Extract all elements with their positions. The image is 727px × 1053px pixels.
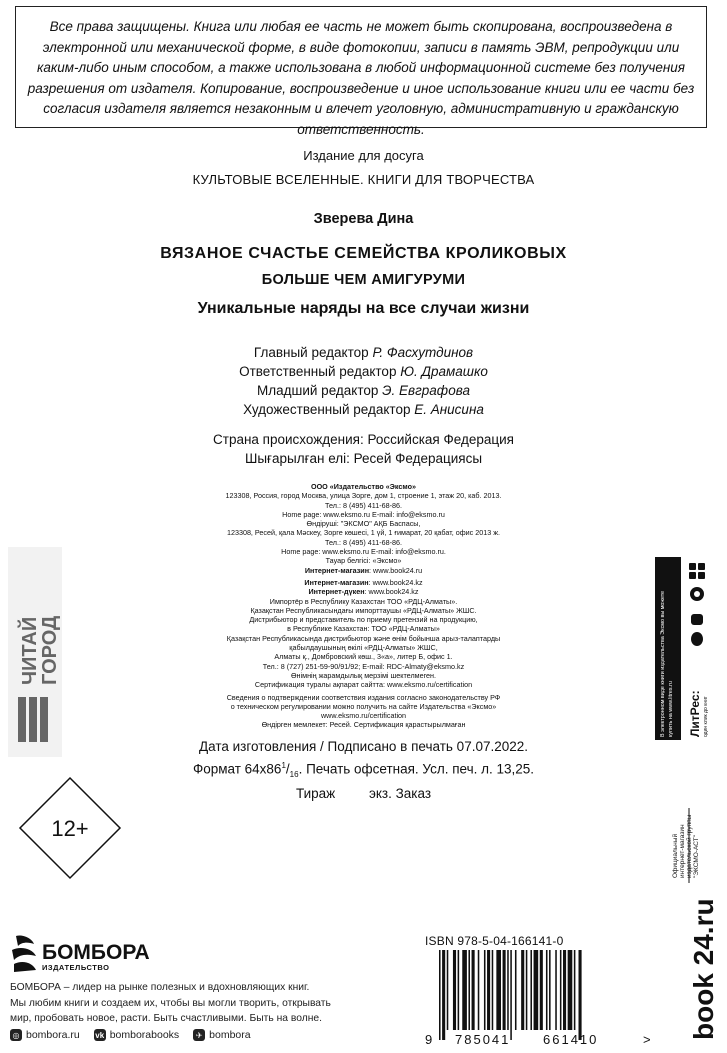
social-website[interactable]: ◎ bombora.ru [10,1029,80,1041]
author: Зверева Дина [313,211,414,227]
telegram-icon: ✈ [193,1029,205,1041]
origin-ru: Страна происхождения: Российская Федерация [213,432,514,447]
barcode-bar [458,950,460,1030]
svg-text:интернет-магазин: интернет-магазин [679,824,686,878]
credit-line: Младший редактор Э. Евграфова [257,383,470,398]
isbn: ISBN 978-5-04-166141-0 [425,934,564,948]
barcode-bar [468,950,470,1030]
book-title: ВЯЗАНОЕ СЧАСТЬЕ СЕМЕЙСТВА КРОЛИКОВЫХ [160,245,567,262]
credit-line: Художественный редактор Е. Анисина [243,402,484,417]
credit-line: Главный редактор Р. Фасхутдинов [253,345,474,360]
barcode-bar [442,950,445,1040]
barcode-arrow: > [643,1032,651,1047]
book24-logo [665,808,725,1043]
social-messengers[interactable]: ✈ bombora [193,1029,250,1041]
svg-text:book 24.ru: book 24.ru [688,898,719,1040]
credits [0,343,727,419]
barcode-bar [568,950,573,1030]
origin [0,430,727,468]
copyright-box [15,6,707,137]
svg-text:12+: 12+ [51,816,89,841]
barcode-bar [579,950,582,1040]
chitai-gorod-logo [8,547,62,757]
imprint: ООО «Издательство «Эксмо» 123308, Россия, город Москва, улица Зорге, дом 1, строение 1, этаж 20, каб. 2013. Тел.: 8 (495) 411-68-86. Home page: www.eksmo.ru E-mail: info@eksmo.ru Өндіруші: "ЭКСМО" АҚБ Баспасы, 123308, Ресей, қала Мәскеу, Зорге көшесі, 1 үй, 1 ғимарат, 20 қабат, офис 2013 ж. Тел.: 8 (495) 411-68-86. Home page: www.eksmo.ru E-mail: info@eksmo.ru. Тауар белгісі: «Эксмо» Интернет-магазин: www.book24.ru Интернет-магазин: www.book24.kz Интернет-дүкен: www.book24.kz Импортёр в Республику Казахстан ТОО «РДЦ-Алматы». Қазақстан Республикасындағы импорттаушы «РДЦ-Алматы» ЖШС. Дистрибьютор и представитель по приему претензий на продукцию, в Республике Казахстан: ТОО «РДЦ-Алматы» Қазақстан Республикасында дистрибьютор және өнім бойынша арыз-талаптарды қабылдаушының өкілі «РДЦ-Алматы» ЖШС, Алматы қ., Домбровский көш., 3«а», литер Б, офис 1. Тел.: 8 (727) 251-59-90/91/92; E-mail: RDC-Almaty@eksmo.kz Өнімнің жарамдылық мерзімі шектелмеген. Сертификация туралы ақпарат сайтта: www.eksmo.ru/certification Сведения о подтверждении соответствия издания согласно законодательству РФ о техническом регулировании можно получить на сайте Издательства «Эксмо» www.eksmo.ru/certification Өндірген мемлекет: Ресей. Сертификация қарастырылмаған [225,482,502,730]
svg-text:Официальный: Официальный [672,833,679,878]
barcode-bar [515,950,517,1030]
social-vk[interactable]: vk bomborabooks [95,1029,180,1041]
barcode-bar [540,950,543,1030]
social-links [10,1029,251,1041]
barcode-bar [484,950,486,1030]
svg-text:ЛитРес:: ЛитРес: [688,690,702,737]
copyright-notice: Все права защищены. Книга или любая ее часть не может быть скопирована, воспроизведена в электронной или механической форме, в виде фотокопии, записи в память ЭВМ, репродукции или каким-либо иным способом, а также использована в любой информационной системе без получения разрешения от издателя. Копирование, воспроизведение и иное использование книги или ее части без согласия издателя является незаконным и влечет уголовную, административную и гражданскую ответственность. [27,19,695,137]
barcode-bar [546,950,548,1030]
bombora-logo [10,932,160,976]
barcode-bar [563,950,566,1030]
barcode-bar [549,950,551,1030]
age-rating [18,776,122,880]
svg-text:один клик до книг: один клик до книг [703,696,709,737]
globe-icon: ◎ [10,1029,22,1041]
barcode-bar [521,950,524,1030]
barcode-bar [555,950,557,1030]
barcode-right-digits: 661410 [543,1032,599,1047]
barcode-bar [472,950,475,1030]
barcode-bar [526,950,528,1030]
apple-icon [691,632,703,646]
windows-icon [689,563,696,570]
barcode-bar [487,950,490,1030]
barcode-bar [453,950,456,1030]
print-format: Формат $64х86^1/_{16}$. Печать офсетная. Усл. печ. л. 13,25. [192,761,535,780]
bombora-emblem [12,935,36,972]
barcode-bar [478,950,480,1030]
barcode-bar [510,950,512,1040]
credit-line: Ответственный редактор Ю. Драмашко [239,364,488,379]
barcode-bar [492,950,494,1030]
book-subtitle: БОЛЬШЕ ЧЕМ АМИГУРУМИ [261,272,466,288]
barcode-first-digit: 9 [425,1032,433,1047]
vk-icon: vk [95,1030,105,1040]
barcode-bar [507,950,509,1030]
barcode-bar [462,950,467,1030]
book-tagline: Уникальные наряды на все случаи жизни [197,300,530,317]
litres-ad [655,557,719,740]
bombora-description: БОМБОРА – лидер на рынке полезных и вдохновляющих книг. Мы любим книги и создаем их, чтобы вы могли творить, открывать мир, пробовать новое, расти. Быть счастливыми. Быть на волне. [10,982,331,1024]
svg-text:купить на www.litres.ru: купить на www.litres.ru [668,681,674,737]
gorod-word: ГОРОД [39,615,61,685]
barcode-bars [439,950,582,1040]
origin-kz: Шығарылған елі: Ресей Федерациясы [244,451,483,466]
android-icon [691,614,703,625]
series-name: КУЛЬТОВЫЕ ВСЕЛЕННЫЕ. КНИГИ ДЛЯ ТВОРЧЕСТВА [192,172,535,187]
barcode-bar [560,950,562,1030]
barcode-bar [574,950,576,1030]
edition-type: Издание для досуга [303,148,424,163]
barcode-bar [447,950,449,1030]
barcode [425,950,655,1048]
svg-text:ИЗДАТЕЛЬСТВО: ИЗДАТЕЛЬСТВО [42,963,110,972]
svg-text:В электронном виде книги издат: В электронном виде книги издательства Эксмо вы можете [660,590,666,737]
barcode-bar [496,950,501,1030]
print-run: Тираж экз. Заказ [295,786,432,802]
print-date: Дата изготовления / Подписано в печать 07.07.2022. [199,739,528,754]
svg-text:"ЭКСМО-АСТ": "ЭКСМО-АСТ" [693,835,700,878]
barcode-bar [439,950,441,1040]
barcode-bar [503,950,506,1030]
svg-text:БОМБОРА: БОМБОРА [42,941,150,964]
chitai-word: ЧИТАЙ [19,616,41,685]
barcode-left-digits: 785041 [455,1032,511,1047]
barcode-bar [530,950,532,1030]
svg-text:издательской группы: издательской группы [686,814,693,878]
barcode-bar [534,950,539,1030]
